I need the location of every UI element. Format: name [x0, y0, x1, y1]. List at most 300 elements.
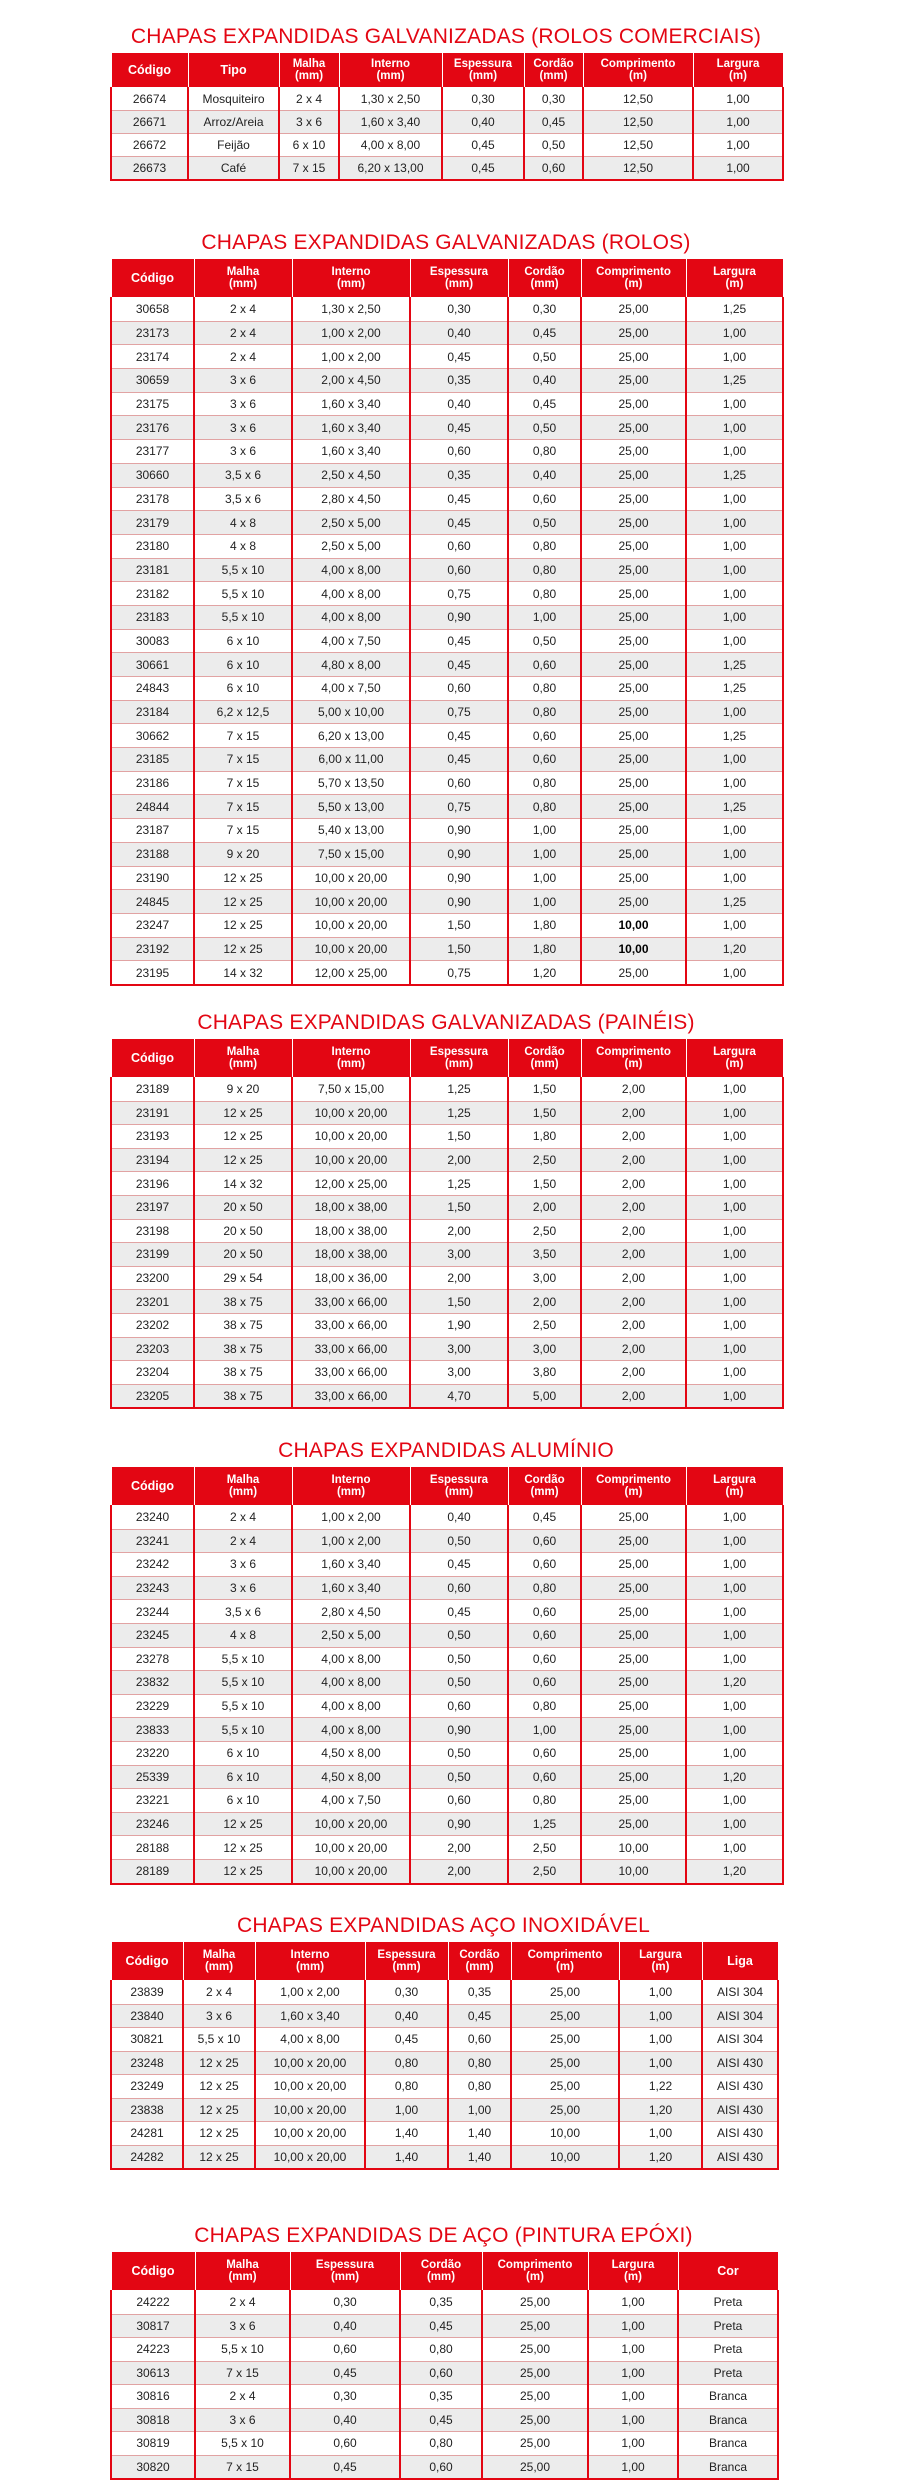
cell-malha: 3 x 6: [195, 2314, 290, 2338]
cell-comprimento: 25,00: [581, 1647, 686, 1671]
cell-cordao: 0,60: [508, 1647, 581, 1671]
cell-cordao: 0,45: [508, 1506, 581, 1530]
cell-largura: 1,00: [686, 1243, 783, 1267]
cell-comprimento: 25,00: [581, 842, 686, 866]
table-row: [111, 1361, 783, 1385]
table-row: [111, 345, 783, 369]
section-title: CHAPAS EXPANDIDAS AÇO INOXIDÁVEL: [237, 1914, 650, 1937]
cell-interno: 10,00 x 20,00: [292, 1148, 410, 1172]
cell-comprimento: 25,00: [581, 558, 686, 582]
cell-espessura: 0,90: [410, 1812, 508, 1836]
section-title: CHAPAS EXPANDIDAS DE AÇO (PINTURA EPÓXI): [194, 2224, 693, 2247]
cell-cordao: 0,80: [508, 534, 581, 558]
cell-cordao: 0,80: [508, 700, 581, 724]
cell-cordao: 1,50: [508, 1101, 581, 1125]
cell-largura: 1,00: [686, 487, 783, 511]
cell-comprimento: 25,00: [581, 771, 686, 795]
cell-comprimento: 25,00: [581, 819, 686, 843]
cell-comprimento: 2,00: [581, 1266, 686, 1290]
table-row: [111, 819, 783, 843]
cell-codigo: 30818: [111, 2408, 195, 2432]
cell-espessura: 0,90: [410, 819, 508, 843]
cell-comprimento: 25,00: [581, 961, 686, 985]
cell-interno: 18,00 x 38,00: [292, 1243, 410, 1267]
table-row: [111, 1741, 783, 1765]
cell-interno: 18,00 x 36,00: [292, 1266, 410, 1290]
table-row: [111, 298, 783, 322]
cell-codigo: 30659: [111, 369, 194, 393]
spec-table: [110, 1038, 784, 1409]
cell-interno: 1,60 x 3,40: [339, 111, 442, 134]
cell-comprimento: 12,50: [583, 88, 693, 111]
table-row: [111, 2028, 778, 2052]
table-row: [111, 2385, 778, 2409]
cell-cor: Preta: [678, 2291, 778, 2315]
cell-malha: 38 x 75: [194, 1337, 292, 1361]
cell-comprimento: 2,00: [581, 1172, 686, 1196]
cell-malha: 12 x 25: [194, 1812, 292, 1836]
cell-largura: 1,00: [588, 2408, 678, 2432]
cell-cordao: 2,00: [508, 1195, 581, 1219]
cell-espessura: 1,50: [410, 913, 508, 937]
cell-codigo: 23838: [111, 2098, 183, 2122]
spec-table: [110, 2251, 779, 2480]
cell-comprimento: 25,00: [581, 1765, 686, 1789]
cell-espessura: 2,00: [410, 1148, 508, 1172]
cell-comprimento: 25,00: [581, 321, 686, 345]
cell-malha: 6 x 10: [194, 1765, 292, 1789]
cell-cordao: 0,60: [508, 1553, 581, 1577]
cell-comprimento: 25,00: [581, 795, 686, 819]
cell-espessura: 0,35: [410, 369, 508, 393]
cell-comprimento: 2,00: [581, 1313, 686, 1337]
column-header-cordao: Cordão (mm): [524, 53, 583, 88]
cell-largura: 1,00: [686, 605, 783, 629]
cell-cordao: 0,45: [400, 2408, 482, 2432]
cell-interno: 33,00 x 66,00: [292, 1361, 410, 1385]
cell-codigo: 30817: [111, 2314, 195, 2338]
column-header-cordao: Cordão (mm): [508, 1039, 581, 1078]
table-row: [111, 2408, 778, 2432]
cell-espessura: 0,45: [410, 629, 508, 653]
cell-malha: 7 x 15: [195, 2455, 290, 2479]
cell-interno: 6,20 x 13,00: [292, 724, 410, 748]
table-row: [111, 1529, 783, 1553]
cell-malha: 6,2 x 12,5: [194, 700, 292, 724]
cell-largura: 1,00: [686, 1313, 783, 1337]
cell-interno: 1,60 x 3,40: [292, 440, 410, 464]
cell-comprimento: 2,00: [581, 1195, 686, 1219]
cell-cordao: 0,60: [508, 653, 581, 677]
column-header-largura: Largura (m): [588, 2252, 678, 2291]
cell-interno: 1,30 x 2,50: [339, 88, 442, 111]
table-row: [111, 582, 783, 606]
cell-largura: 1,00: [686, 748, 783, 772]
cell-interno: 12,00 x 25,00: [292, 961, 410, 985]
cell-malha: 38 x 75: [194, 1361, 292, 1385]
cell-codigo: 24281: [111, 2122, 183, 2146]
cell-malha: 12 x 25: [183, 2122, 255, 2146]
cell-codigo: 23243: [111, 1576, 194, 1600]
table-row: [111, 2455, 778, 2479]
cell-codigo: 26673: [111, 157, 188, 181]
cell-comprimento: 25,00: [482, 2408, 588, 2432]
cell-largura: 1,25: [686, 724, 783, 748]
cell-comprimento: 25,00: [581, 700, 686, 724]
cell-codigo: 26674: [111, 88, 188, 111]
cell-espessura: 1,50: [410, 1290, 508, 1314]
cell-interno: 33,00 x 66,00: [292, 1337, 410, 1361]
header-row: [111, 259, 783, 298]
cell-malha: 4 x 8: [194, 534, 292, 558]
cell-cordao: 1,00: [508, 866, 581, 890]
table-row: [111, 2338, 778, 2362]
cell-interno: 6,00 x 11,00: [292, 748, 410, 772]
column-header-interno: Interno (mm): [292, 1039, 410, 1078]
cell-malha: 3,5 x 6: [194, 463, 292, 487]
cell-interno: 4,50 x 8,00: [292, 1741, 410, 1765]
cell-interno: 10,00 x 20,00: [255, 2075, 365, 2099]
spec-table: [110, 258, 784, 986]
cell-comprimento: 25,00: [581, 1789, 686, 1813]
column-header-interno: Interno (mm): [255, 1942, 365, 1981]
cell-cordao: 0,80: [508, 558, 581, 582]
cell-espessura: 0,60: [290, 2338, 400, 2362]
cell-interno: 10,00 x 20,00: [255, 2122, 365, 2146]
cell-codigo: 23840: [111, 2004, 183, 2028]
cell-codigo: 30613: [111, 2361, 195, 2385]
cell-cordao: 2,00: [508, 1290, 581, 1314]
cell-largura: 1,00: [619, 2051, 702, 2075]
table-row: [111, 1172, 783, 1196]
cell-malha: 20 x 50: [194, 1243, 292, 1267]
cell-cordao: 0,80: [448, 2051, 511, 2075]
cell-codigo: 23245: [111, 1623, 194, 1647]
cell-largura: 1,00: [686, 582, 783, 606]
section-chapas-expandidas-galvanizadas-rolos: [110, 230, 782, 986]
cell-codigo: 23197: [111, 1195, 194, 1219]
cell-liga: AISI 304: [702, 2004, 778, 2028]
column-header-codigo: Código: [111, 2252, 195, 2291]
cell-malha: 7 x 15: [194, 795, 292, 819]
cell-comprimento: 25,00: [581, 298, 686, 322]
column-header-liga: Liga: [702, 1942, 778, 1981]
cell-interno: 18,00 x 38,00: [292, 1219, 410, 1243]
header-row: [111, 1942, 778, 1981]
cell-liga: AISI 430: [702, 2122, 778, 2146]
cell-malha: 3 x 6: [195, 2408, 290, 2432]
column-header-malha: Malha (mm): [194, 259, 292, 298]
cell-codigo: 23240: [111, 1506, 194, 1530]
cell-espessura: 1,40: [365, 2145, 448, 2169]
column-header-interno: Interno (mm): [292, 259, 410, 298]
cell-cordao: 0,30: [524, 88, 583, 111]
cell-tipo: Arroz/Areia: [188, 111, 279, 134]
cell-cordao: 0,60: [508, 487, 581, 511]
cell-interno: 1,30 x 2,50: [292, 298, 410, 322]
cell-espessura: 0,45: [410, 511, 508, 535]
cell-cordao: 0,50: [524, 134, 583, 157]
cell-espessura: 1,90: [410, 1313, 508, 1337]
cell-malha: 2 x 4: [195, 2291, 290, 2315]
cell-cordao: 1,40: [448, 2145, 511, 2169]
cell-cordao: 0,30: [508, 298, 581, 322]
cell-espessura: 0,90: [410, 842, 508, 866]
cell-largura: 1,00: [686, 1148, 783, 1172]
cell-comprimento: 25,00: [581, 1529, 686, 1553]
cell-cordao: 1,25: [508, 1812, 581, 1836]
table-row: [111, 2098, 778, 2122]
cell-codigo: 25339: [111, 1765, 194, 1789]
cell-liga: AISI 430: [702, 2098, 778, 2122]
cell-cordao: 0,60: [508, 748, 581, 772]
cell-interno: 4,00 x 7,50: [292, 629, 410, 653]
cell-largura: 1,00: [619, 1981, 702, 2005]
cell-comprimento: 25,00: [581, 582, 686, 606]
cell-malha: 38 x 75: [194, 1313, 292, 1337]
cell-cordao: 0,80: [508, 1789, 581, 1813]
table-row: [111, 1647, 783, 1671]
cell-comprimento: 12,50: [583, 111, 693, 134]
cell-comprimento: 25,00: [581, 369, 686, 393]
cell-largura: 1,00: [686, 1529, 783, 1553]
cell-espessura: 3,00: [410, 1337, 508, 1361]
cell-cordao: 3,80: [508, 1361, 581, 1385]
cell-interno: 1,00 x 2,00: [292, 1529, 410, 1553]
cell-malha: 12 x 25: [183, 2098, 255, 2122]
cell-interno: 2,50 x 4,50: [292, 463, 410, 487]
cell-interno: 10,00 x 20,00: [292, 866, 410, 890]
cell-cor: Branca: [678, 2408, 778, 2432]
cell-codigo: 23181: [111, 558, 194, 582]
cell-malha: 2 x 4: [194, 321, 292, 345]
cell-largura: 1,25: [686, 463, 783, 487]
cell-malha: 3 x 6: [194, 1553, 292, 1577]
cell-largura: 1,00: [686, 1741, 783, 1765]
cell-cordao: 0,80: [508, 677, 581, 701]
cell-espessura: 0,90: [410, 890, 508, 914]
cell-largura: 1,20: [686, 1671, 783, 1695]
column-header-cordao: Cordão (mm): [448, 1942, 511, 1981]
column-header-codigo: Código: [111, 53, 188, 88]
cell-codigo: 30816: [111, 2385, 195, 2409]
table-row: [111, 157, 783, 181]
cell-largura: 1,20: [686, 1859, 783, 1883]
cell-comprimento: 2,00: [581, 1290, 686, 1314]
column-header-comprimento: Comprimento (m): [482, 2252, 588, 2291]
cell-espessura: 0,45: [410, 653, 508, 677]
cell-comprimento: 25,00: [581, 345, 686, 369]
table-row: [111, 1718, 783, 1742]
cell-codigo: 30661: [111, 653, 194, 677]
cell-codigo: 23184: [111, 700, 194, 724]
cell-cordao: 1,00: [508, 842, 581, 866]
cell-malha: 7 x 15: [194, 771, 292, 795]
cell-interno: 33,00 x 66,00: [292, 1313, 410, 1337]
cell-largura: 1,00: [693, 134, 783, 157]
cell-liga: AISI 304: [702, 1981, 778, 2005]
table-row: [111, 2361, 778, 2385]
cell-espessura: 0,45: [290, 2455, 400, 2479]
cell-comprimento: 25,00: [581, 1506, 686, 1530]
cell-tipo: Feijão: [188, 134, 279, 157]
cell-cordao: 0,60: [448, 2028, 511, 2052]
cell-largura: 1,00: [686, 961, 783, 985]
table-row: [111, 1836, 783, 1860]
cell-comprimento: 25,00: [581, 724, 686, 748]
cell-largura: 1,00: [686, 842, 783, 866]
cell-cordao: 0,45: [508, 321, 581, 345]
cell-codigo: 24223: [111, 2338, 195, 2362]
section-chapas-expandidas-de-aco-pintura-epoxi: [110, 2223, 777, 2480]
cell-comprimento: 25,00: [581, 1623, 686, 1647]
cell-codigo: 23198: [111, 1219, 194, 1243]
cell-comprimento: 25,00: [581, 653, 686, 677]
cell-cordao: 0,80: [508, 771, 581, 795]
cell-codigo: 23190: [111, 866, 194, 890]
cell-interno: 4,00 x 8,00: [292, 1694, 410, 1718]
cell-largura: 1,25: [686, 890, 783, 914]
cell-espessura: 0,40: [290, 2408, 400, 2432]
cell-cordao: 0,40: [508, 463, 581, 487]
column-header-largura: Largura (m): [686, 259, 783, 298]
cell-largura: 1,00: [686, 534, 783, 558]
cell-malha: 14 x 32: [194, 961, 292, 985]
table-row: [111, 890, 783, 914]
table-row: [111, 677, 783, 701]
column-header-espessura: Espessura (mm): [410, 1467, 508, 1506]
cell-malha: 20 x 50: [194, 1219, 292, 1243]
cell-interno: 1,00 x 2,00: [292, 321, 410, 345]
cell-largura: 1,00: [686, 1361, 783, 1385]
cell-comprimento: 25,00: [581, 511, 686, 535]
table-row: [111, 1506, 783, 1530]
cell-cordao: 1,00: [508, 1718, 581, 1742]
table-row: [111, 1765, 783, 1789]
column-header-comprimento: Comprimento (m): [511, 1942, 619, 1981]
cell-cordao: 0,35: [448, 1981, 511, 2005]
cell-espessura: 2,00: [410, 1859, 508, 1883]
cell-espessura: 1,25: [410, 1101, 508, 1125]
cell-largura: 1,00: [686, 1172, 783, 1196]
cell-cordao: 1,00: [508, 819, 581, 843]
cell-codigo: 23220: [111, 1741, 194, 1765]
cell-interno: 2,50 x 5,00: [292, 1623, 410, 1647]
cell-espessura: 0,40: [365, 2004, 448, 2028]
cell-largura: 1,00: [686, 1337, 783, 1361]
cell-comprimento: 25,00: [482, 2432, 588, 2456]
cell-cordao: 0,50: [508, 416, 581, 440]
column-header-codigo: Código: [111, 1467, 194, 1506]
cell-malha: 5,5 x 10: [194, 1647, 292, 1671]
cell-liga: AISI 430: [702, 2075, 778, 2099]
table-row: [111, 842, 783, 866]
column-header-tipo: Tipo: [188, 53, 279, 88]
column-header-malha: Malha (mm): [279, 53, 339, 88]
cell-codigo: 24844: [111, 795, 194, 819]
cell-espessura: 0,75: [410, 582, 508, 606]
cell-comprimento: 2,00: [581, 1361, 686, 1385]
cell-comprimento: 25,00: [482, 2385, 588, 2409]
cell-comprimento: 12,50: [583, 157, 693, 181]
cell-interno: 10,00 x 20,00: [255, 2051, 365, 2075]
table-row: [111, 511, 783, 535]
cell-codigo: 26672: [111, 134, 188, 157]
cell-malha: 12 x 25: [194, 1148, 292, 1172]
cell-comprimento: 25,00: [581, 1576, 686, 1600]
cell-interno: 10,00 x 20,00: [255, 2098, 365, 2122]
cell-largura: 1,22: [619, 2075, 702, 2099]
cell-malha: 5,5 x 10: [195, 2432, 290, 2456]
column-header-espessura: Espessura (mm): [410, 1039, 508, 1078]
cell-malha: 2 x 4: [194, 298, 292, 322]
table-row: [111, 1078, 783, 1102]
cell-largura: 1,00: [686, 558, 783, 582]
cell-largura: 1,00: [686, 1718, 783, 1742]
cell-interno: 10,00 x 20,00: [292, 890, 410, 914]
cell-espessura: 0,75: [410, 700, 508, 724]
cell-interno: 10,00 x 20,00: [292, 1101, 410, 1125]
table-row: [111, 487, 783, 511]
column-header-espessura: Espessura (mm): [410, 259, 508, 298]
table-row: [111, 1576, 783, 1600]
cell-largura: 1,20: [619, 2098, 702, 2122]
cell-espessura: 0,90: [410, 605, 508, 629]
cell-interno: 4,00 x 8,00: [292, 605, 410, 629]
cell-comprimento: 25,00: [482, 2291, 588, 2315]
cell-codigo: 23241: [111, 1529, 194, 1553]
table-row: [111, 1789, 783, 1813]
cell-codigo: 23196: [111, 1172, 194, 1196]
cell-espessura: 1,50: [410, 1125, 508, 1149]
cell-espessura: 0,80: [365, 2075, 448, 2099]
cell-interno: 1,00 x 2,00: [292, 1506, 410, 1530]
cell-malha: 12 x 25: [194, 1836, 292, 1860]
cell-malha: 12 x 25: [194, 1125, 292, 1149]
cell-comprimento: 25,00: [482, 2455, 588, 2479]
cell-malha: 29 x 54: [194, 1266, 292, 1290]
column-header-malha: Malha (mm): [194, 1039, 292, 1078]
cell-malha: 5,5 x 10: [194, 605, 292, 629]
cell-cordao: 0,45: [400, 2314, 482, 2338]
header-row: [111, 2252, 778, 2291]
cell-cordao: 1,80: [508, 937, 581, 961]
cell-malha: 2 x 4: [194, 1506, 292, 1530]
cell-codigo: 23249: [111, 2075, 183, 2099]
table-row: [111, 1553, 783, 1577]
cell-malha: 2 x 4: [279, 88, 339, 111]
cell-largura: 1,00: [686, 1078, 783, 1102]
cell-cordao: 5,00: [508, 1384, 581, 1408]
cell-largura: 1,00: [686, 1553, 783, 1577]
table-row: [111, 2075, 778, 2099]
cell-largura: 1,00: [686, 1600, 783, 1624]
column-header-cordao: Cordão (mm): [508, 259, 581, 298]
cell-largura: 1,00: [686, 866, 783, 890]
cell-codigo: 23178: [111, 487, 194, 511]
cell-largura: 1,00: [686, 1125, 783, 1149]
cell-espessura: 1,50: [410, 1195, 508, 1219]
column-header-largura: Largura (m): [686, 1039, 783, 1078]
cell-largura: 1,00: [686, 1195, 783, 1219]
cell-malha: 2 x 4: [195, 2385, 290, 2409]
column-header-codigo: Código: [111, 259, 194, 298]
cell-interno: 10,00 x 20,00: [292, 1812, 410, 1836]
cell-espessura: 0,80: [365, 2051, 448, 2075]
cell-codigo: 23246: [111, 1812, 194, 1836]
cell-codigo: 28189: [111, 1859, 194, 1883]
cell-codigo: 24222: [111, 2291, 195, 2315]
